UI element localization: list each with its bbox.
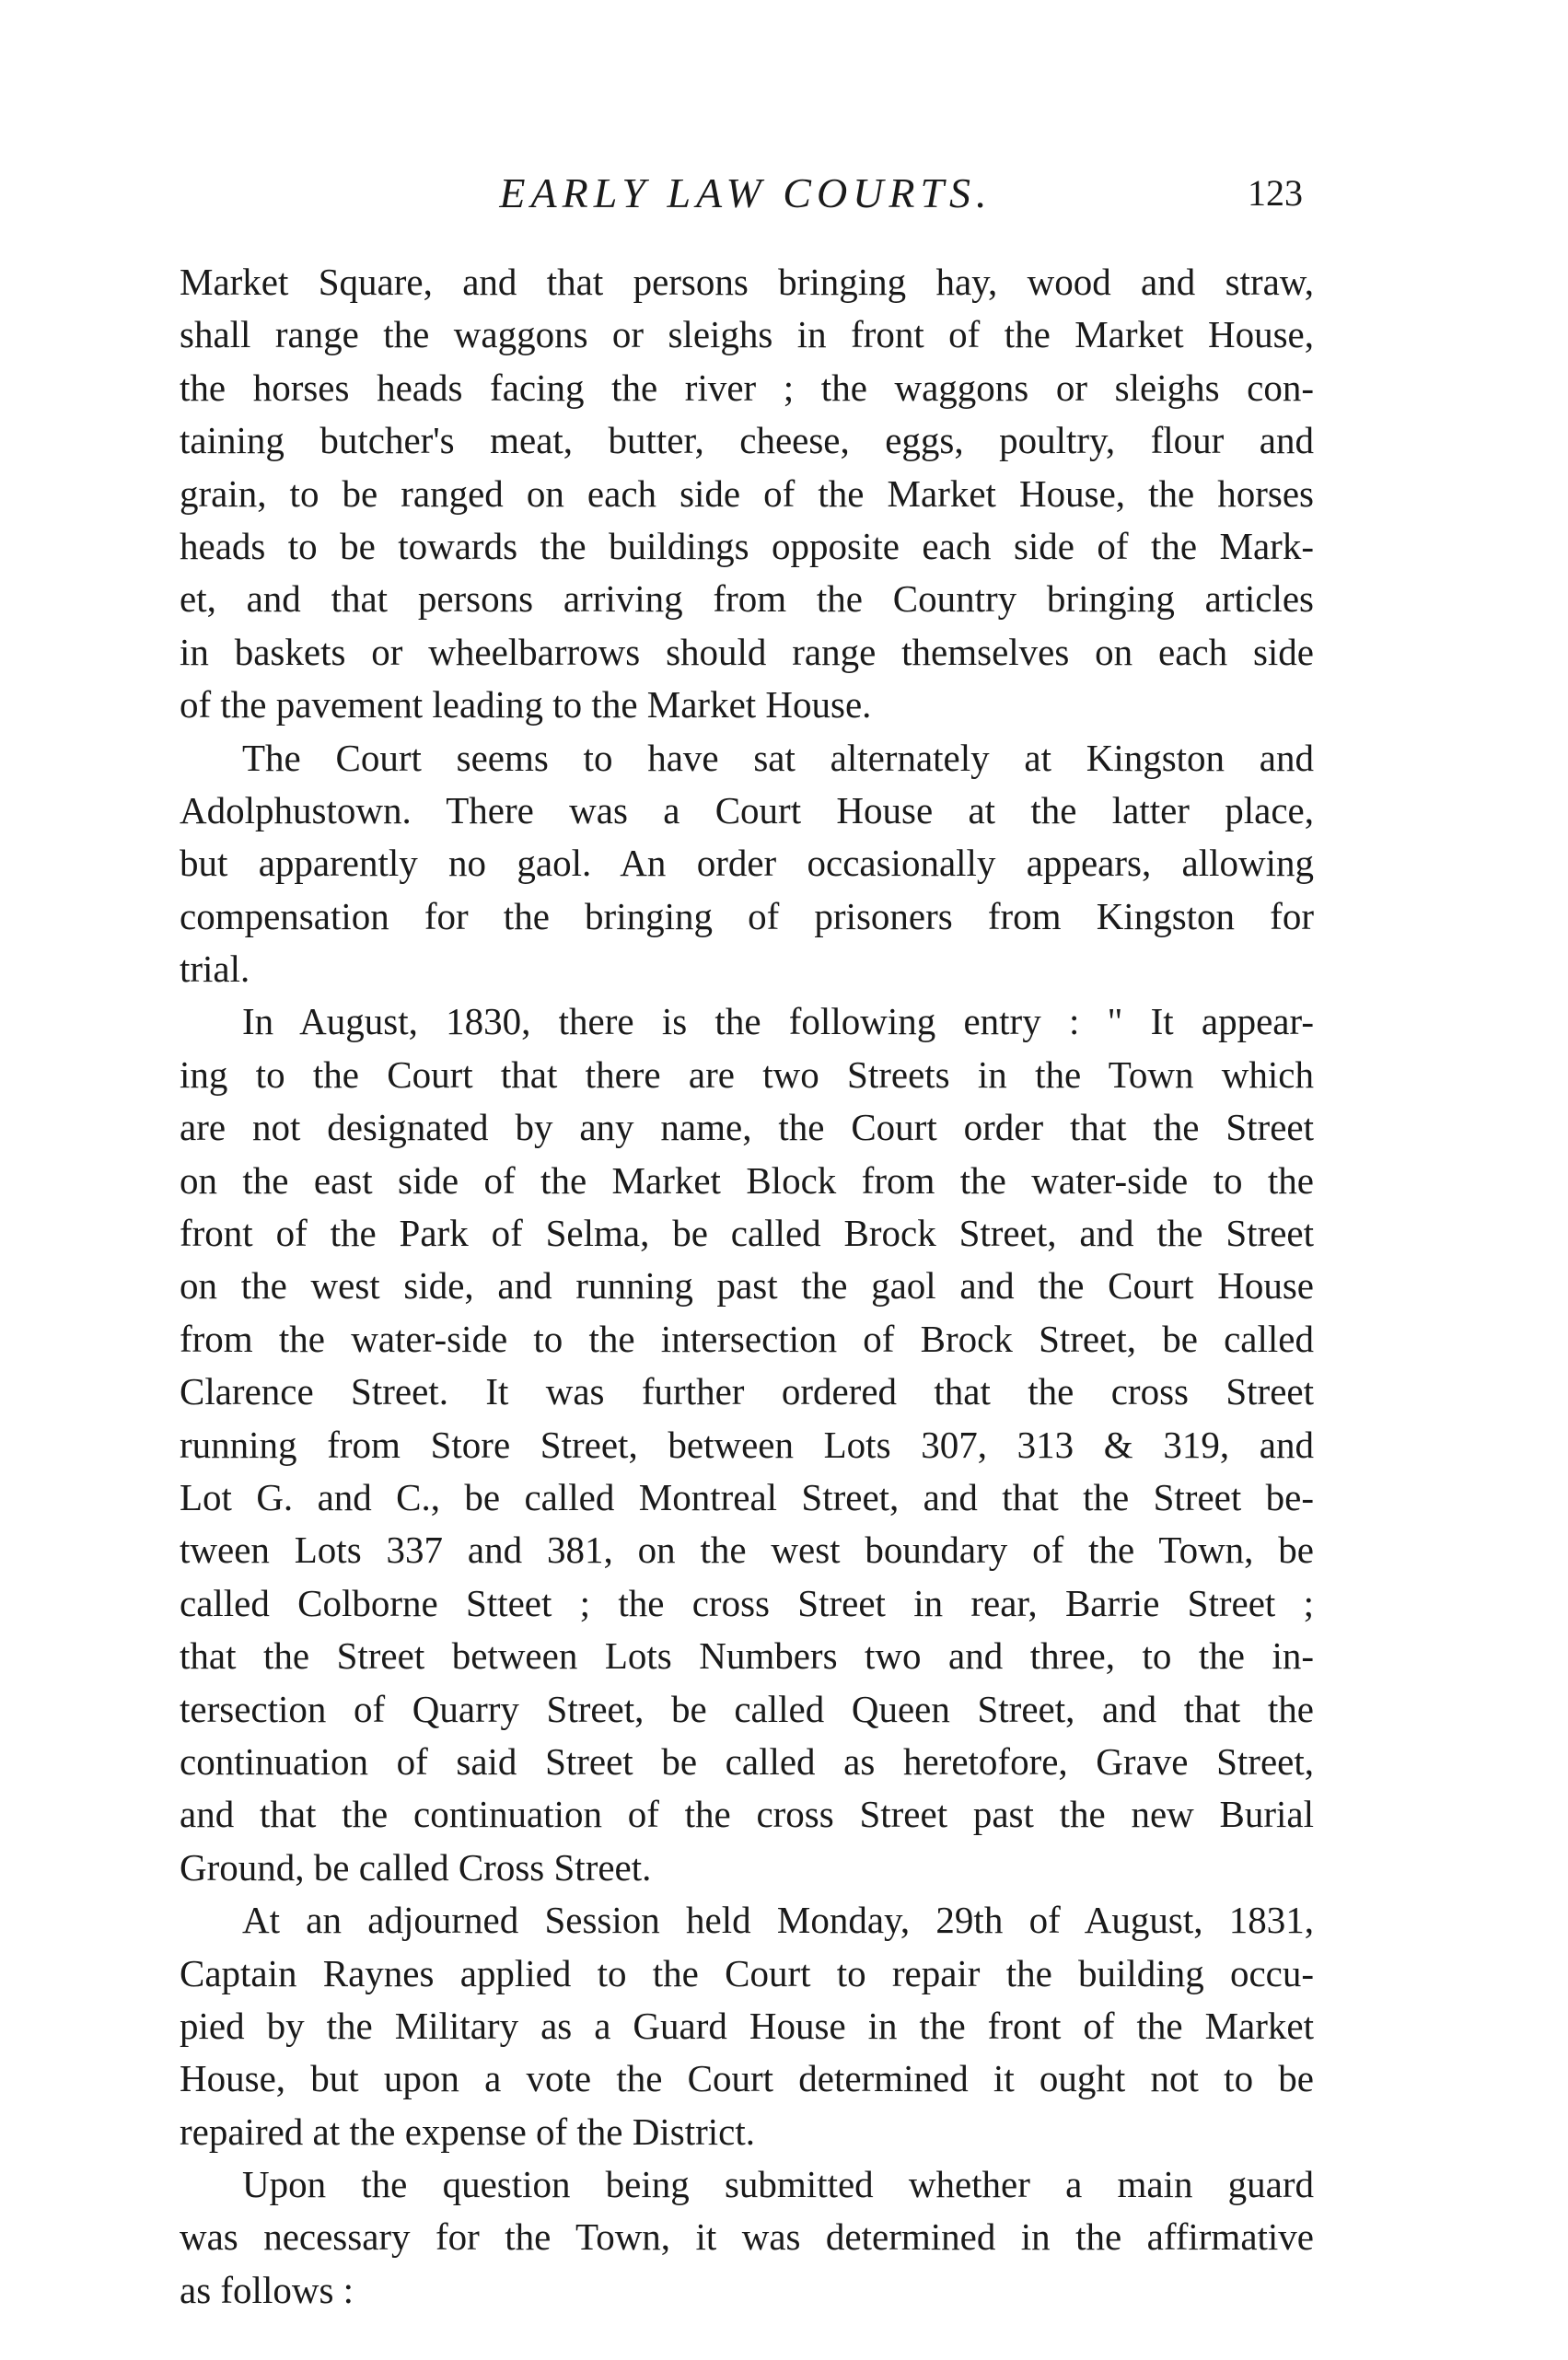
text-line: shall range the waggons or sleighs in front of the Market House, [180,313,1314,356]
text-line: called Colborne Stteet ; the cross Street in rear, Barrie Street ; [180,1581,1314,1624]
text-line: continuation of said Street be called as heretofore, Grave Street, [180,1739,1314,1783]
text-line: Adolphustown. There was a Court House at the latter place, [180,788,1314,831]
text-line: are not designated by any name, the Court order that the Street [180,1106,1314,1149]
text-line: as follows : [180,2268,354,2311]
text-line: Lot G. and C., be called Montreal Street, and that the Street be- [180,1475,1314,1518]
text-line: grain, to be ranged on each side of the Market House, the horses [180,471,1314,515]
page-number: 123 [1248,172,1303,214]
text-line: repaired at the expense of the District. [180,2110,755,2153]
text-line: et, and that persons arriving from the Country bringing articles [180,577,1314,621]
text-line: the horses heads facing the river ; the waggons or sleighs con- [180,366,1314,409]
text-line: House, but upon a vote the Court determined it ought not to be [180,2057,1314,2100]
text-line: and that the continuation of the cross Street past the new Burial [180,1793,1314,1836]
text-line: that the Street between Lots Numbers two and three, to the in- [180,1634,1314,1678]
text-line: Captain Raynes applied to the Court to repair the building occu- [180,1951,1314,1994]
text-line: tersection of Quarry Street, be called Queen Street, and that the [180,1687,1314,1730]
text-line: but apparently no gaol. An order occasionally appears, allowing [180,842,1314,885]
body-text [180,256,1314,2317]
text-line: Market Square, and that persons bringing hay, wood and straw, [180,261,1314,303]
text-line: Ground, be called Cross Street. [180,1845,652,1889]
text-line: in baskets or wheelbarrows should range themselves on each side [180,630,1314,673]
paragraph [180,1894,1314,2158]
text-line: In August, 1830, there is the following entry : " It appear- [242,1000,1314,1043]
text-line: Clarence Street. It was further ordered that the cross Street [180,1370,1314,1413]
paragraph [180,256,1314,732]
text-line: front of the Park of Selma, be called Brock Street, and the Street [180,1212,1314,1255]
paragraph [180,995,1314,1894]
text-line: was necessary for the Town, it was determined in the affirmative [180,2215,1314,2259]
text-line: At an adjourned Session held Monday, 29th of August, 1831, [242,1899,1314,1942]
text-line: taining butcher's meat, butter, cheese, eggs, poultry, flour and [180,419,1314,462]
paragraph [180,732,1314,996]
text-line: running from Store Street, between Lots 307, 313 & 319, and [180,1423,1314,1466]
text-line: tween Lots 337 and 381, on the west boundary of the Town, be [180,1529,1314,1572]
paragraph [180,2158,1314,2317]
running-header [180,166,1312,221]
text-line: ing to the Court that there are two Streets in the Town which [180,1052,1314,1096]
text-line: on the west side, and running past the gaol and the Court House [180,1264,1314,1308]
text-line: compensation for the bringing of prisoners from Kingston for [180,894,1314,937]
text-line: trial. [180,947,250,991]
running-title: EARLY LAW COURTS. [499,169,993,216]
text-line: of the pavement leading to the Market House. [180,683,872,727]
text-line: pied by the Military as a Guard House in the front of the Market [180,2004,1314,2047]
text-line: from the water-side to the intersection of Brock Street, be called [180,1317,1314,1360]
text-line: The Court seems to have sat alternately at Kingston and [242,736,1314,779]
text-line: heads to be towards the buildings opposite each side of the Mark- [180,524,1314,567]
text-line: Upon the question being submitted whether a main guard [242,2163,1314,2206]
text-line: on the east side of the Market Block from the water-side to the [180,1158,1314,1202]
